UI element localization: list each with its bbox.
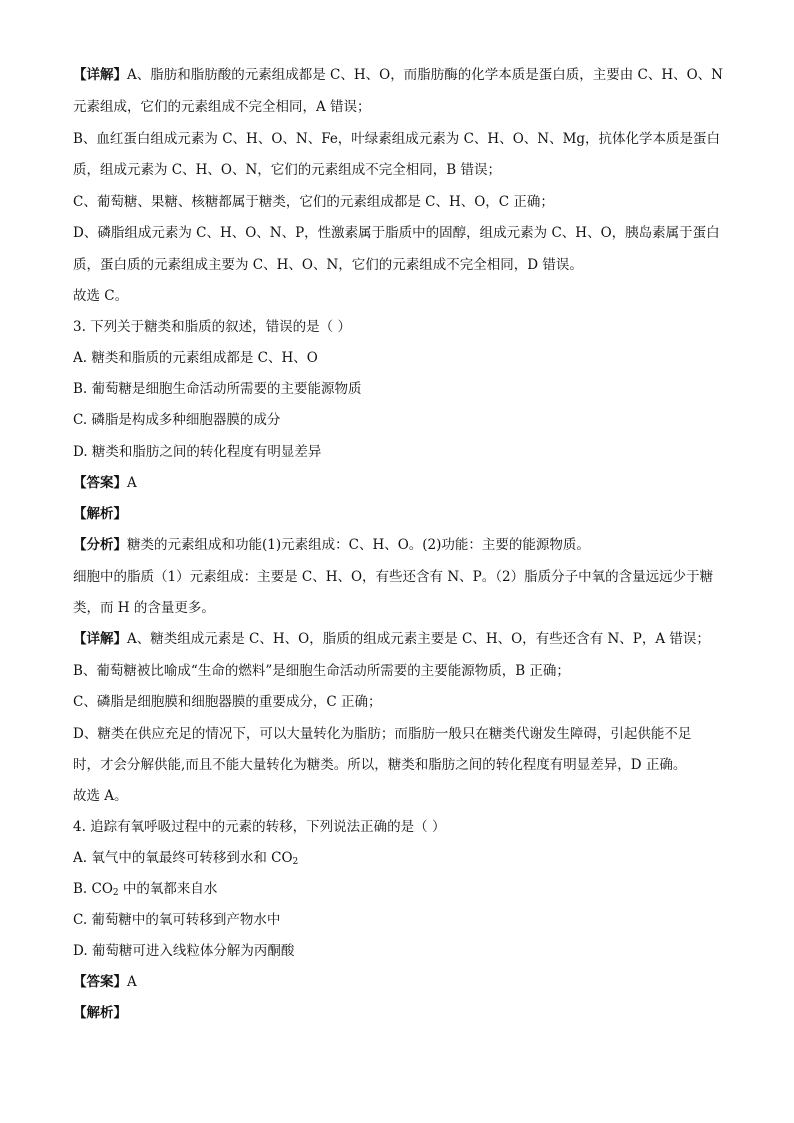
line-text: A. 氧气中的氧最终可转移到水和 CO — [73, 850, 293, 866]
question-3-option-b — [73, 380, 733, 398]
question-4-option-d — [73, 942, 733, 960]
analysis-line-3 — [73, 599, 733, 617]
line-text: A. 糖类和脂质的元素组成都是 C、H、O — [73, 350, 318, 366]
line-text: 4. 追踪有氧呼吸过程中的元素的转移，下列说法正确的是（ ） — [73, 819, 446, 835]
question-3-option-c — [73, 411, 733, 429]
line-text: D、糖类在供应充足的情况下，可以大量转化为脂肪；而脂肪一般只在糖类代谢发生障碍，引起供能不足 — [73, 726, 692, 742]
detail-3-line-4 — [73, 725, 733, 743]
detail-line-1 — [73, 66, 733, 84]
line-text: 糖类的元素组成和功能(1)元素组成：C、H、O。(2)功能：主要的能源物质。 — [127, 537, 590, 553]
line-text: 时，才会分解供能,而且不能大量转化为糖类。所以，糖类和脂肪之间的转化程度有明显差异，D 正确。 — [73, 757, 687, 773]
line-text: 质，蛋白质的元素组成主要为 C、H、O、N，它们的元素组成不完全相同，D 错误。 — [73, 257, 583, 273]
line-text: 故选 A。 — [73, 788, 128, 804]
answer-tag: 【答案】 — [73, 974, 127, 990]
subscript-2: 2 — [112, 888, 119, 898]
answer-line — [73, 973, 733, 991]
analysis-heading — [73, 505, 733, 523]
detail-line-6 — [73, 224, 733, 242]
detail-3-line-1 — [73, 630, 733, 648]
question-4-option-c — [73, 911, 733, 929]
line-text: B、葡萄糖被比喻成“生命的燃料”是细胞生命活动所需要的主要能源物质，B 正确； — [73, 663, 570, 679]
conclusion-line — [73, 787, 733, 805]
subscript-2: 2 — [292, 857, 299, 867]
line-text: 3. 下列关于糖类和脂质的叙述，错误的是（ ） — [73, 319, 351, 335]
detail-line-2 — [73, 98, 733, 116]
detail-line-7 — [73, 256, 733, 274]
analysis-tag: 【解析】 — [73, 1005, 127, 1021]
detail-3-line-2 — [73, 662, 733, 680]
answer-line — [73, 474, 733, 492]
line-text: C. 磷脂是构成多种细胞器膜的成分 — [73, 412, 281, 428]
line-text: 类，而 H 的含量更多。 — [73, 600, 215, 616]
line-text: 元素组成，它们的元素组成不完全相同，A 错误； — [73, 99, 371, 115]
answer-tag: 【答案】 — [73, 475, 127, 491]
analysis-line-1 — [73, 536, 733, 554]
detail-line-5 — [73, 193, 733, 211]
question-3-stem — [73, 318, 733, 336]
line-text: A、糖类组成元素是 C、H、O，脂质的组成元素主要是 C、H、O，有些还含有 N、P，A 错误； — [127, 631, 710, 647]
line-text: 细胞中的脂质（1）元素组成：主要是 C、H、O，有些还含有 N、P。（2）脂质分子中氧的含量远远少于糖 — [73, 569, 714, 585]
analysis-sub-tag: 【分析】 — [73, 537, 127, 553]
line-text: 故选 C。 — [73, 288, 129, 304]
line-text: D. 糖类和脂肪之间的转化程度有明显差异 — [73, 444, 322, 460]
question-3-option-a — [73, 349, 733, 367]
analysis-heading — [73, 1004, 733, 1022]
line-text-after: 中的氧都来自水 — [118, 881, 218, 897]
line-text: A、脂肪和脂肪酸的元素组成都是 C、H、O，而脂肪酶的化学本质是蛋白质，主要由 C、H、O、N — [127, 67, 723, 83]
question-3-option-d — [73, 443, 733, 461]
line-text: C、葡萄糖、果糖、核糖都属于糖类，它们的元素组成都是 C、H、O，C 正确； — [73, 194, 554, 210]
detail-3-line-5 — [73, 756, 733, 774]
line-text: D、磷脂组成元素为 C、H、O、N、P，性激素属于脂质中的固醇，组成元素为 C、H、O，胰岛素属于蛋白 — [73, 225, 720, 241]
detail-line-3 — [73, 130, 733, 148]
line-text: A — [127, 974, 137, 990]
question-4-option-a — [73, 849, 733, 867]
question-4-option-b — [73, 880, 733, 898]
conclusion-line — [73, 287, 733, 305]
line-text: B. 葡萄糖是细胞生命活动所需要的主要能源物质 — [73, 381, 362, 397]
line-text: C. 葡萄糖中的氧可转移到产物水中 — [73, 912, 281, 928]
line-text: C、磷脂是细胞膜和细胞器膜的重要成分，C 正确； — [73, 694, 382, 710]
detail-tag: 【详解】 — [73, 631, 127, 647]
question-4-stem — [73, 818, 733, 836]
analysis-tag: 【解析】 — [73, 506, 127, 522]
line-text: 质，组成元素为 C、H、O、N，它们的元素组成不完全相同，B 错误； — [73, 162, 501, 178]
analysis-line-2 — [73, 568, 733, 586]
line-text: D. 葡萄糖可进入线粒体分解为丙酮酸 — [73, 943, 295, 959]
line-text: B、血红蛋白组成元素为 C、H、O、N、Fe，叶绿素组成元素为 C、H、O、N、Mg，抗体化学本质是蛋白 — [73, 131, 721, 147]
detail-tag: 【详解】 — [73, 67, 127, 83]
line-text: B. CO — [73, 881, 113, 897]
detail-3-line-3 — [73, 693, 733, 711]
line-text: A — [127, 475, 137, 491]
detail-line-4 — [73, 161, 733, 179]
